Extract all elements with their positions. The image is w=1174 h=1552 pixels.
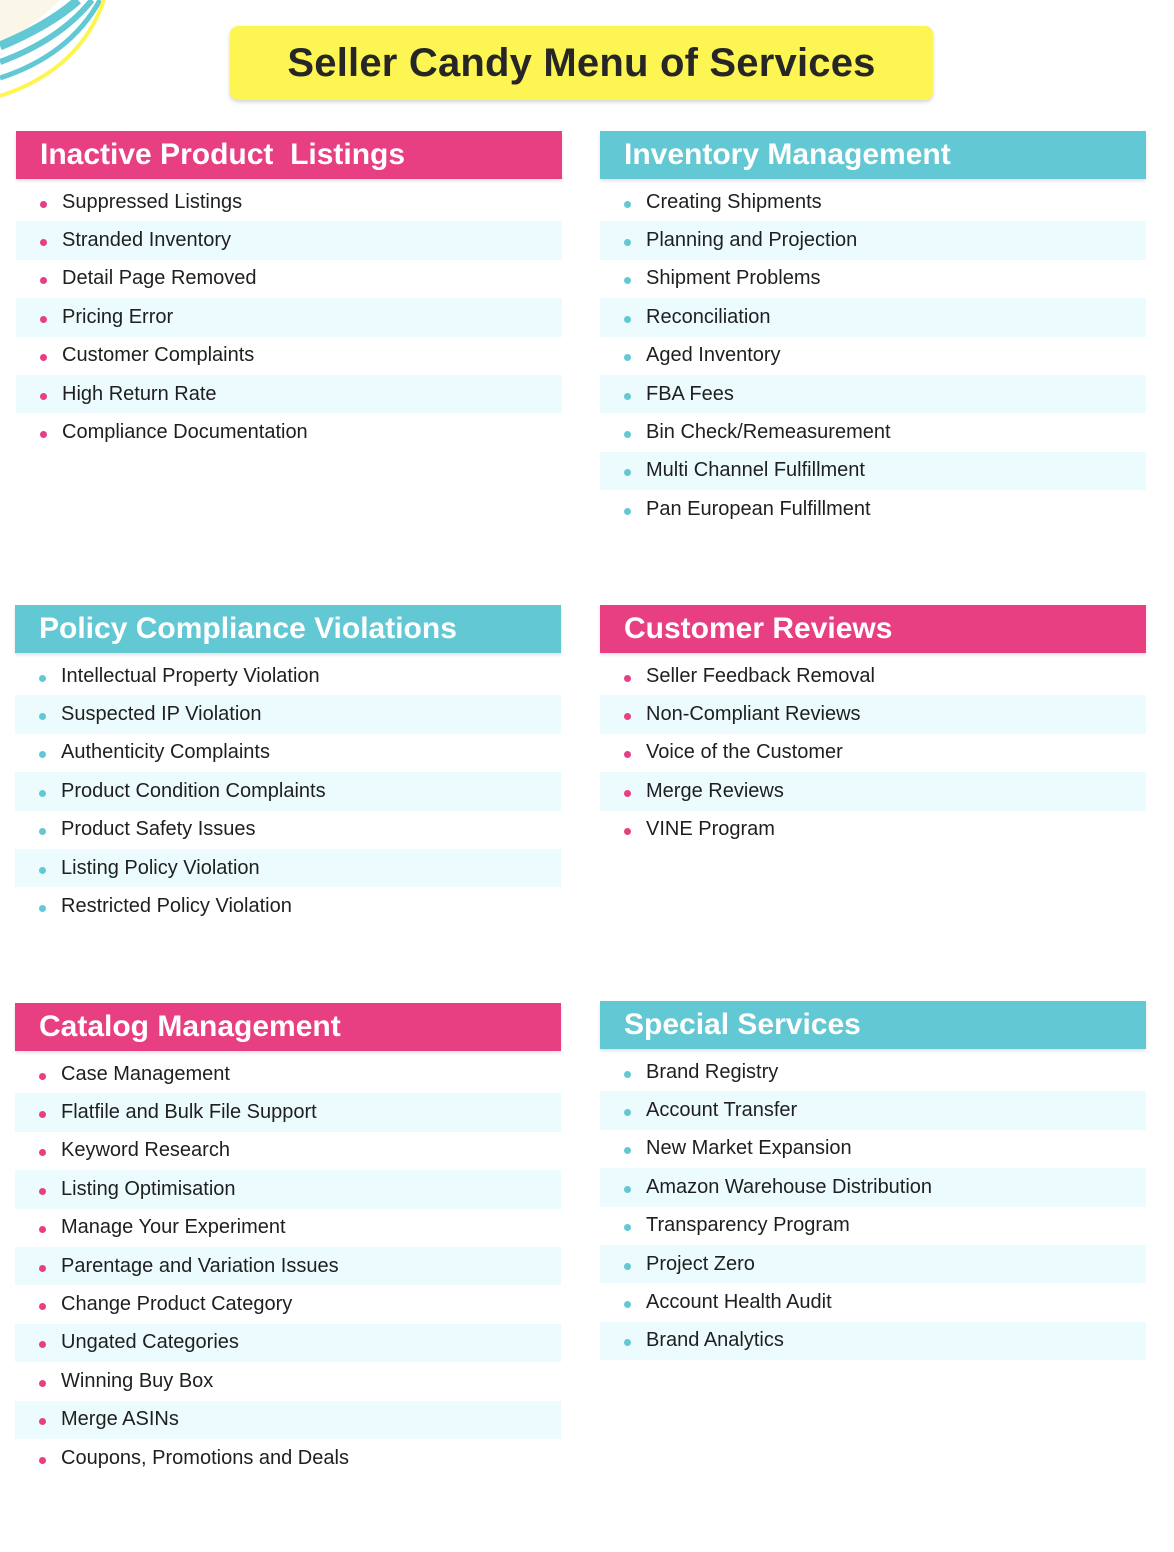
bullet-icon (624, 277, 631, 284)
list-item: FBA Fees (600, 375, 1146, 413)
list-item: Shipment Problems (600, 260, 1146, 298)
section-customer-reviews (600, 605, 1146, 849)
list-item: Flatfile and Bulk File Support (15, 1093, 561, 1131)
section-heading: Customer Reviews (624, 612, 893, 645)
list-item: Listing Policy Violation (15, 849, 561, 887)
list-item: Ungated Categories (15, 1324, 561, 1362)
list-item: Product Safety Issues (15, 811, 561, 849)
list-item: Planning and Projection (600, 221, 1146, 259)
bullet-icon (40, 277, 47, 284)
bullet-icon (624, 393, 631, 400)
bullet-icon (39, 751, 46, 758)
bullet-icon (624, 316, 631, 323)
bullet-icon (624, 713, 631, 720)
bullet-icon (40, 354, 47, 361)
service-list (600, 653, 1146, 849)
bullet-icon (39, 1073, 46, 1080)
bullet-icon (624, 675, 631, 682)
section-inventory-management (600, 131, 1146, 529)
section-catalog-management (15, 1003, 561, 1477)
list-item: Brand Analytics (600, 1322, 1146, 1360)
section-heading: Inactive Product Listings (40, 138, 406, 171)
bullet-icon (624, 1224, 631, 1231)
bullet-icon (40, 239, 47, 246)
list-item: Reconciliation (600, 298, 1146, 336)
bullet-icon (624, 431, 631, 438)
list-item: Creating Shipments (600, 183, 1146, 221)
list-item: Compliance Documentation (16, 413, 562, 451)
section-heading: Policy Compliance Violations (39, 612, 457, 645)
bullet-icon (40, 316, 47, 323)
bullet-icon (39, 1188, 46, 1195)
list-item: Amazon Warehouse Distribution (600, 1168, 1146, 1206)
section-header (600, 605, 1146, 653)
service-list (15, 1051, 561, 1477)
list-item: Seller Feedback Removal (600, 657, 1146, 695)
list-item: Pan European Fulfillment (600, 490, 1146, 528)
bullet-icon (39, 1457, 46, 1464)
bullet-icon (624, 508, 631, 515)
list-item: Restricted Policy Violation (15, 887, 561, 925)
bullet-icon (624, 1109, 631, 1116)
section-heading: Inventory Management (624, 138, 951, 171)
list-item: Suppressed Listings (16, 183, 562, 221)
list-item: Merge ASINs (15, 1401, 561, 1439)
bullet-icon (40, 201, 47, 208)
list-item: Intellectual Property Violation (15, 657, 561, 695)
section-inactive-product-listings (16, 131, 562, 452)
list-item: Keyword Research (15, 1132, 561, 1170)
list-item: Detail Page Removed (16, 260, 562, 298)
bullet-icon (624, 790, 631, 797)
bullet-icon (624, 354, 631, 361)
section-header (600, 131, 1146, 179)
bullet-icon (39, 1226, 46, 1233)
title-banner (230, 26, 933, 100)
list-item: Project Zero (600, 1245, 1146, 1283)
list-item: Case Management (15, 1055, 561, 1093)
section-header (15, 1003, 561, 1051)
bullet-icon (624, 201, 631, 208)
list-item: Parentage and Variation Issues (15, 1247, 561, 1285)
list-item: Aged Inventory (600, 337, 1146, 375)
list-item: New Market Expansion (600, 1130, 1146, 1168)
list-item: Customer Complaints (16, 337, 562, 375)
bullet-icon (39, 675, 46, 682)
list-item: Transparency Program (600, 1207, 1146, 1245)
section-header (600, 1001, 1146, 1049)
bullet-icon (624, 1071, 631, 1078)
bullet-icon (39, 713, 46, 720)
bullet-icon (39, 828, 46, 835)
section-special-services (600, 1001, 1146, 1360)
page-title: Seller Candy Menu of Services (287, 40, 876, 85)
bullet-icon (624, 828, 631, 835)
section-header (16, 131, 562, 179)
decorative-swirl-graphic (0, 0, 120, 120)
list-item: Pricing Error (16, 298, 562, 336)
bullet-icon (39, 1265, 46, 1272)
list-item: VINE Program (600, 811, 1146, 849)
bullet-icon (40, 393, 47, 400)
bullet-icon (39, 1111, 46, 1118)
service-list (16, 179, 562, 452)
list-item: Account Transfer (600, 1091, 1146, 1129)
bullet-icon (624, 1263, 631, 1270)
list-item: Brand Registry (600, 1053, 1146, 1091)
bullet-icon (624, 1186, 631, 1193)
bullet-icon (39, 1418, 46, 1425)
bullet-icon (624, 1147, 631, 1154)
bullet-icon (39, 790, 46, 797)
list-item: Coupons, Promotions and Deals (15, 1439, 561, 1477)
list-item: Non-Compliant Reviews (600, 695, 1146, 733)
bullet-icon (39, 1303, 46, 1310)
service-list (600, 1049, 1146, 1360)
bullet-icon (624, 469, 631, 476)
list-item: Stranded Inventory (16, 221, 562, 259)
list-item: Change Product Category (15, 1285, 561, 1323)
list-item: Authenticity Complaints (15, 734, 561, 772)
list-item: Voice of the Customer (600, 734, 1146, 772)
list-item: Listing Optimisation (15, 1170, 561, 1208)
list-item: Account Health Audit (600, 1283, 1146, 1321)
list-item: Merge Reviews (600, 772, 1146, 810)
bullet-icon (40, 431, 47, 438)
bullet-icon (39, 867, 46, 874)
bullet-icon (39, 905, 46, 912)
bullet-icon (624, 751, 631, 758)
bullet-icon (39, 1149, 46, 1156)
section-heading: Special Services (624, 1008, 861, 1041)
bullet-icon (624, 1301, 631, 1308)
bullet-icon (39, 1341, 46, 1348)
section-header (15, 605, 561, 653)
bullet-icon (624, 239, 631, 246)
list-item: Winning Buy Box (15, 1362, 561, 1400)
list-item: High Return Rate (16, 375, 562, 413)
list-item: Manage Your Experiment (15, 1209, 561, 1247)
bullet-icon (39, 1380, 46, 1387)
list-item: Product Condition Complaints (15, 772, 561, 810)
section-heading: Catalog Management (39, 1010, 341, 1043)
list-item: Bin Check/Remeasurement (600, 413, 1146, 451)
service-list (600, 179, 1146, 529)
section-policy-compliance-violations (15, 605, 561, 926)
bullet-icon (624, 1339, 631, 1346)
list-item: Suspected IP Violation (15, 695, 561, 733)
service-list (15, 653, 561, 926)
list-item: Multi Channel Fulfillment (600, 452, 1146, 490)
